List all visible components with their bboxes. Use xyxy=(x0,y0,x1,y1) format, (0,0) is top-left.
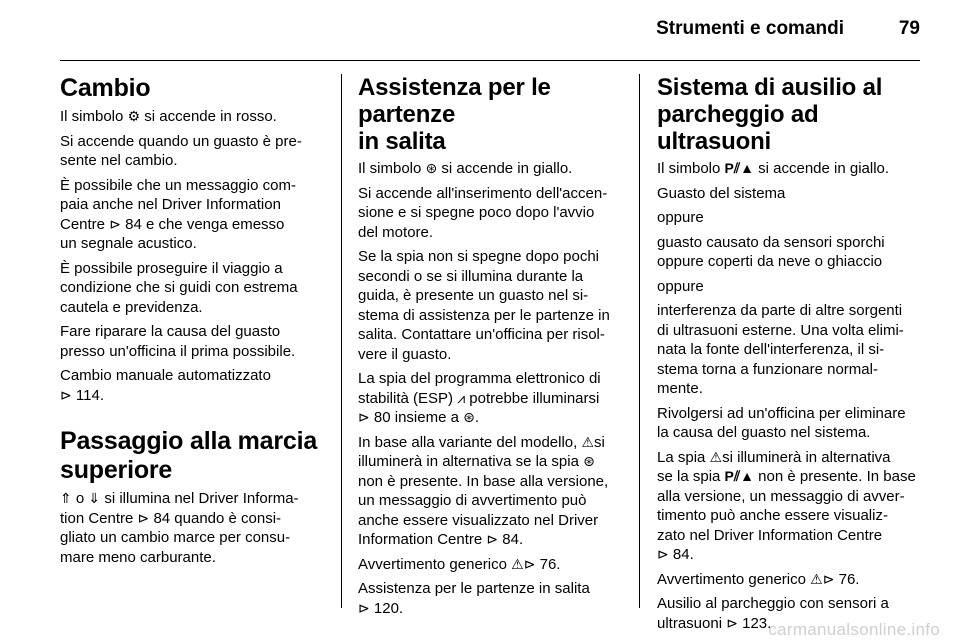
section-title-parking-assist: Sistema di ausilio al parcheggio ad ultrasuoni xyxy=(657,74,883,155)
paragraph: Assistenza per le partenze in salita ⊳ 120. xyxy=(358,580,590,617)
page-ref-arrow-icon: ⊳ xyxy=(60,386,72,403)
paragraph: Avvertimento generico ⚠⊳ 76. xyxy=(358,555,561,573)
page-ref-arrow-icon: ⊳ xyxy=(137,509,150,526)
parking-assist-icon: P⫽▲ xyxy=(724,160,754,176)
shift-up-icon: ⇑ xyxy=(60,490,72,506)
paragraph: È possibile proseguire il viaggio a condizione che si guidi con estrema cautela e previdenza. xyxy=(60,259,298,316)
column-divider-2 xyxy=(639,74,640,608)
page-ref-arrow-icon: ⊳ xyxy=(822,570,835,587)
page-ref-arrow-icon: ⊳ xyxy=(109,215,121,232)
paragraph: guasto causato da sensori sporchi oppure coperti da neve o ghiaccio xyxy=(657,233,885,270)
page-ref-arrow-icon: ⊳ xyxy=(358,599,370,616)
paragraph: Cambio manuale automatizzato ⊳ 114. xyxy=(60,367,271,404)
hill-start-assist-icon: ⊛ xyxy=(463,409,475,425)
paragraph: Avvertimento generico ⚠⊳ 76. xyxy=(657,570,860,588)
shift-down-icon: ⇓ xyxy=(88,490,101,506)
esp-icon: ⩘ xyxy=(457,389,466,406)
page-ref-arrow-icon: ⊳ xyxy=(486,531,499,547)
header-divider xyxy=(60,60,920,61)
parking-assist-icon: P⫽▲ xyxy=(724,468,754,484)
warning-icon: ⚠ xyxy=(511,555,524,572)
section-title-cambio: Cambio xyxy=(60,74,151,102)
column-divider-1 xyxy=(341,74,342,608)
header-title: Strumenti e comandi xyxy=(656,18,844,39)
paragraph: Ausilio al parcheggio con sensori a ultrasuoni ⊳ 123. xyxy=(657,595,889,632)
paragraph: oppure xyxy=(657,277,704,295)
paragraph: Rivolgersi ad un'officina per eliminare la causa del guasto nel sistema. xyxy=(657,404,906,441)
section-title-passaggio: Passaggio alla marcia superiore xyxy=(60,427,318,484)
paragraph: In base alla variante del modello, ⚠si illuminerà in alternativa se la spia ⊛ non è presente. In base alla versione, un messaggio di avvertimento può anche essere visualizzato nel Driver Information Centre ⊳ 84. xyxy=(358,433,609,548)
page-ref-arrow-icon: ⊳ xyxy=(726,614,738,631)
page-ref-arrow-icon: ⊳ xyxy=(358,409,370,425)
column-1 xyxy=(60,74,328,572)
section-title-hill-start: Assistenza per le partenze in salita xyxy=(358,74,551,155)
paragraph: Fare riparare la causa del guasto presso un'officina il prima possibile. xyxy=(60,323,296,360)
page-number: 79 xyxy=(898,18,920,39)
warning-icon: ⚠ xyxy=(709,448,723,465)
paragraph: Se la spia non si spegne dopo pochi secondi o se si illumina durante la guida, è presente un guasto nel si- stema di assistenza per le partenze in salita. Contattare un'officina per risol- vere il guasto. xyxy=(358,248,610,363)
warning-icon: ⚠ xyxy=(581,433,595,450)
paragraph: Si accende all'inserimento dell'accen- sione e si spegne poco dopo l'avvio del motore. xyxy=(358,184,608,241)
hill-start-assist-icon: ⊛ xyxy=(425,160,438,176)
paragraph: La spia ⚠si illuminerà in alternativa se la spia P⫽▲ non è presente. In base alla versione, un messaggio di avver- timento può anche essere visualiz- zato nel Driver Information Centre ⊳ 84. xyxy=(657,448,916,563)
column-3 xyxy=(657,74,922,638)
page-ref-arrow-icon: ⊳ xyxy=(523,555,536,572)
paragraph: Il simbolo P⫽▲ si accende in giallo. xyxy=(657,160,890,177)
warning-icon: ⚠ xyxy=(810,570,823,587)
paragraph: interferenza da parte di altre sorgenti di ultrasuoni esterne. Una volta elimi- nata la fonte dell'interferenza, il si- stema torna a funzionare normal- mente. xyxy=(657,302,904,397)
page-ref-arrow-icon: ⊳ xyxy=(657,546,669,562)
paragraph: oppure xyxy=(657,209,704,226)
watermark: carmanualsonline.info xyxy=(768,620,940,639)
paragraph: È possibile che un messaggio com- paia anche nel Driver Information Centre ⊳ 84 e che venga emesso un segnale acustico. xyxy=(60,176,296,252)
paragraph: ⇑ o ⇓ si illumina nel Driver Informa- tion Centre ⊳ 84 quando è consi- gliato un cambio marce per consu- mare meno carburante. xyxy=(60,490,299,566)
hill-start-assist-icon: ⊛ xyxy=(583,453,595,469)
page-header xyxy=(0,0,960,62)
paragraph: Il simbolo ⚙ si accende in rosso. xyxy=(60,108,277,125)
paragraph: Si accende quando un guasto è pre- sente nel cambio. xyxy=(60,132,302,169)
paragraph: Il simbolo ⊛ si accende in giallo. xyxy=(358,160,573,177)
gearbox-fault-icon: ⚙ xyxy=(127,108,141,124)
column-2 xyxy=(358,74,626,623)
paragraph: Guasto del sistema xyxy=(657,184,786,202)
paragraph: La spia del programma elettronico di stabilità (ESP) ⩘ potrebbe illuminarsi ⊳ 80 insieme a ⊛. xyxy=(358,370,601,426)
